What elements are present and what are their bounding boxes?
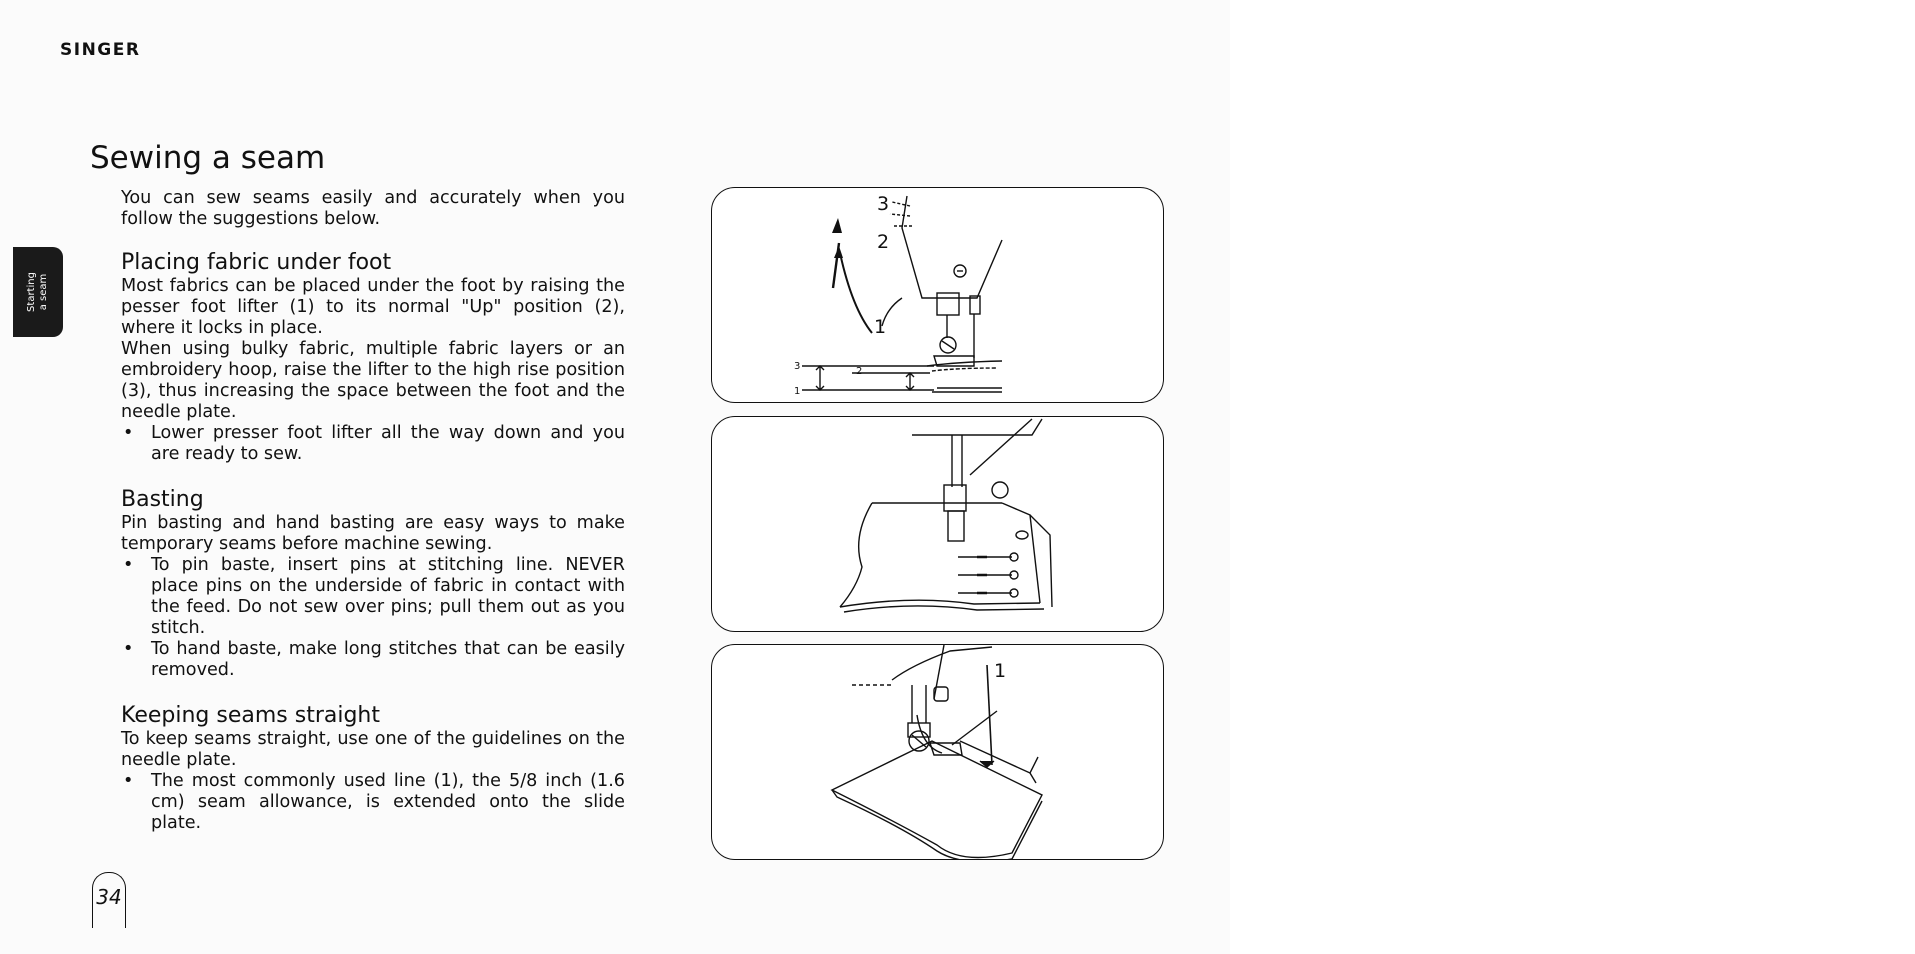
figure-1-label-2: 2 xyxy=(877,231,890,253)
figure-seam-guideline xyxy=(711,644,1164,860)
figure-3-label-1: 1 xyxy=(994,660,1007,682)
list-item: • To hand baste, make long stitches that can be easily removed. xyxy=(121,639,625,681)
chapter-tab-label xyxy=(26,272,50,312)
intro-paragraph: You can sew seams easily and accurately when you follow the suggestions below. xyxy=(121,188,625,229)
page-number: 34 xyxy=(92,872,126,928)
basting-list xyxy=(121,555,625,681)
placing-list xyxy=(121,423,625,465)
figure-1-small-label-2: 2 xyxy=(856,366,863,377)
list-item: • The most commonly used line (1), the 5/8 inch (1.6 cm) seam allowance, is extended onto the slide plate. xyxy=(121,771,625,834)
figure-1-label-3: 3 xyxy=(877,193,890,215)
figure-3-drawing xyxy=(712,645,1164,860)
figure-pin-basting xyxy=(711,416,1164,632)
straight-paragraph-1: To keep seams straight, use one of the guidelines on the needle plate. xyxy=(121,729,625,770)
figure-1-drawing xyxy=(712,188,1164,403)
figure-1-small-label-1: 1 xyxy=(794,386,801,397)
figure-1-small-label-3: 3 xyxy=(794,361,801,372)
list-item: • To pin baste, insert pins at stitching line. NEVER place pins on the underside of fabric in contact with the feed. Do not sew over pins; pull them out as you stitch. xyxy=(121,555,625,639)
section-heading-basting: Basting xyxy=(121,487,204,512)
section-heading-straight: Keeping seams straight xyxy=(121,703,381,728)
straight-list xyxy=(121,771,625,834)
basting-paragraph-1: Pin basting and hand basting are easy ways to make temporary seams before machine sewing. xyxy=(121,513,625,554)
placing-paragraph-2: When using bulky fabric, multiple fabric layers or an embroidery hoop, raise the lifter to the high rise position (3), thus increasing the space between the foot and the needle plate. xyxy=(121,339,625,422)
list-item: • Lower presser foot lifter all the way down and you are ready to sew. xyxy=(121,423,625,465)
text-column xyxy=(121,188,625,834)
section-heading-placing: Placing fabric under foot xyxy=(121,250,392,275)
brand-logo: SINGER xyxy=(60,40,141,60)
figure-2-drawing xyxy=(712,417,1164,632)
figure-1-label-1: 1 xyxy=(874,316,887,338)
chapter-tab xyxy=(13,247,63,337)
chapter-tab-line1: Starting xyxy=(26,272,37,312)
placing-paragraph-1: Most fabrics can be placed under the foot by raising the pesser foot lifter (1) to its normal "Up" position (2), where it locks in place. xyxy=(121,276,625,338)
page-title: Sewing a seam xyxy=(90,140,326,176)
figure-presser-foot-lifter xyxy=(711,187,1164,403)
chapter-tab-line2: a seam xyxy=(38,273,49,311)
